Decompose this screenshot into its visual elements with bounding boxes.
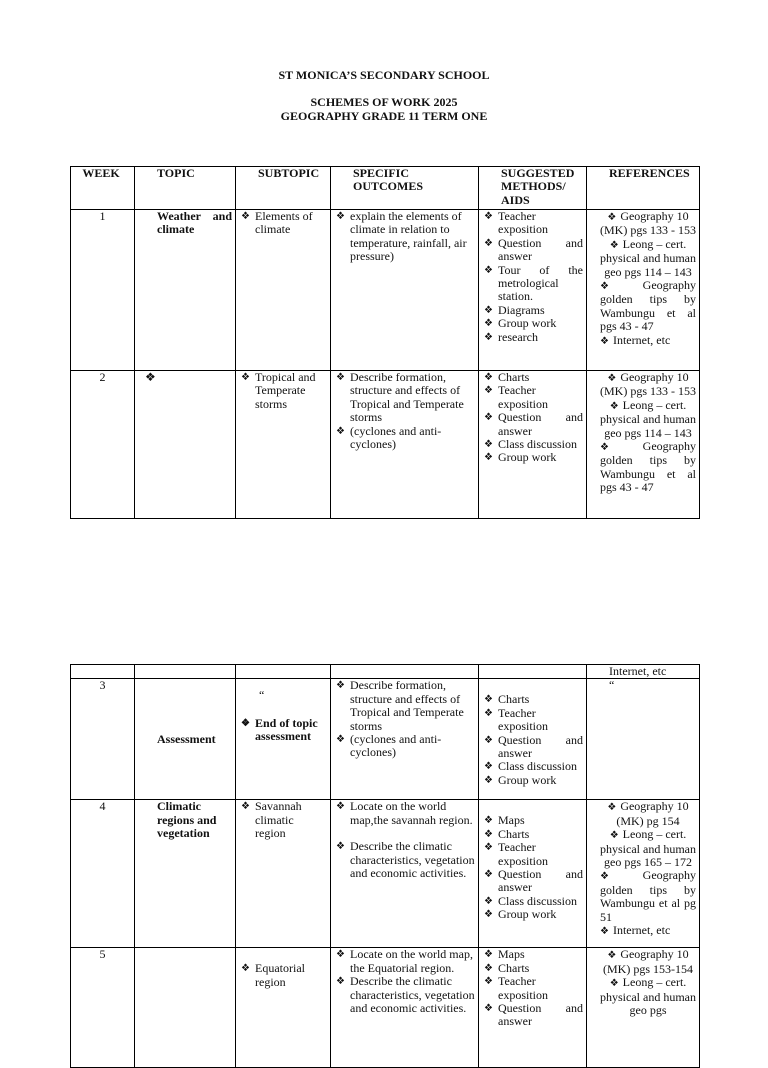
list-item: ❖ Leong – cert. physical and human geo pgs 165 – 172 (590, 828, 696, 869)
subtopic-cell (236, 800, 331, 948)
list-item: ❖ Group work (482, 451, 583, 464)
col-topic: TOPIC (135, 167, 236, 210)
list-item: ❖ Teacher exposition (482, 384, 583, 411)
list-item: ❖ Locate on the world map, the Equatorial region. (334, 948, 475, 975)
list-item: ❖ Charts (482, 828, 583, 841)
list-item: ❖ Teacher exposition (482, 210, 583, 237)
list-item: ❖ Internet, etc (590, 924, 696, 938)
references-cell (587, 948, 700, 1068)
list-item: ❖ Teacher exposition (482, 975, 583, 1002)
col-week: WEEK (71, 167, 135, 210)
subtopic-cell (236, 371, 331, 519)
list-item: ❖ Internet, etc (590, 334, 696, 348)
table-row (71, 948, 700, 1068)
list-item: ❖ Savannah climatic region (239, 800, 327, 840)
list-item: ❖ Group work (482, 774, 583, 787)
list-item: ❖ Leong – cert. physical and human geo pgs 114 – 143 (590, 399, 696, 440)
list-item: ❖ Describe the climatic characteristics, vegetation and economic activities. (334, 840, 475, 880)
list-item: ❖ End of topic assessment (239, 717, 327, 744)
list-item: ❖ Describe formation, structure and effects of Tropical and Temperate storms (334, 679, 475, 733)
list-item: ❖ Group work (482, 317, 583, 330)
scheme-table-2 (70, 664, 700, 1068)
list-item: ❖ Tour of the metrological station. (482, 264, 583, 304)
list-item: ❖ Geography 10 (MK) pgs 133 - 153 (590, 371, 696, 399)
list-item: ❖ (cyclones and anti-cyclones) (334, 733, 475, 760)
list-item: ❖ Describe formation, structure and effects of Tropical and Temperate storms (334, 371, 475, 425)
list-item: ❖ Class discussion (482, 438, 583, 451)
table-row (71, 679, 700, 800)
subtopic-cell (236, 679, 331, 800)
list-item: ❖ Geography golden tips by Wambungu et al pg 51 (590, 869, 696, 924)
outcomes-cell (331, 948, 479, 1068)
references-tail: Internet, etc (587, 665, 700, 679)
outcomes-cell (331, 800, 479, 948)
list-item: ❖ Question and answer (482, 237, 583, 264)
list-item: ❖ Question and answer (482, 868, 583, 895)
outcomes-cell (331, 679, 479, 800)
list-item: ❖ Maps (482, 948, 583, 961)
list-item: ❖ Geography golden tips by Wambungu et al pgs 43 - 47 (590, 279, 696, 334)
list-item: ❖ Teacher exposition (482, 707, 583, 734)
references-cell (587, 800, 700, 948)
methods-cell (479, 800, 587, 948)
outcomes-cell (331, 371, 479, 519)
list-item: ❖ Geography 10 (MK) pgs 133 - 153 (590, 210, 696, 238)
document-subtitle: GEOGRAPHY GRADE 11 TERM ONE (280, 109, 488, 123)
ditto-mark: “ (587, 679, 700, 800)
document-title: SCHEMES OF WORK 2025 (310, 95, 458, 109)
methods-cell (479, 210, 587, 371)
week-cell: 4 (71, 800, 135, 948)
topic-cell (135, 948, 236, 1068)
week-cell: 3 (71, 679, 135, 800)
topic-cell: Climatic regions and vegetation (135, 800, 236, 948)
subtopic-cell (236, 948, 331, 1068)
methods-cell (479, 679, 587, 800)
list-item: ❖ Leong – cert. physical and human geo pgs (590, 976, 696, 1017)
list-item: ❖ Question and answer (482, 734, 583, 761)
list-item: ❖ Question and answer (482, 1002, 583, 1029)
list-item: ❖ Locate on the world map,the savannah region. (334, 800, 475, 827)
scheme-table-1 (70, 166, 700, 519)
list-item: ❖ explain the elements of climate in relation to temperature, rainfall, air pressure) (334, 210, 475, 264)
list-item: ❖ Leong – cert. physical and human geo pgs 114 – 143 (590, 238, 696, 279)
table-row (71, 800, 700, 948)
subtopic-cell (236, 210, 331, 371)
week-cell: 5 (71, 948, 135, 1068)
list-item: ❖ Class discussion (482, 760, 583, 773)
table-row (71, 371, 700, 519)
col-outcomes: SPECIFIC OUTCOMES (331, 167, 479, 210)
list-item: ❖ Group work (482, 908, 583, 921)
list-item: ❖ Geography 10 (MK) pg 154 (590, 800, 696, 828)
list-item: ❖ Class discussion (482, 895, 583, 908)
list-item: ❖ Equatorial region (239, 962, 327, 989)
outcomes-cell (331, 210, 479, 371)
list-item: ❖ Maps (482, 814, 583, 827)
list-item: ❖ Geography golden tips by Wambungu et al pgs 43 - 47 (590, 440, 696, 495)
topic-cell: Weather and climate (135, 210, 236, 371)
week-cell: 1 (71, 210, 135, 371)
topic-cell: Assessment (135, 679, 236, 800)
list-item: ❖ Geography 10 (MK) pgs 153-154 (590, 948, 696, 976)
list-item: ❖ Describe the climatic characteristics, vegetation and economic activities. (334, 975, 475, 1015)
week-cell: 2 (71, 371, 135, 519)
references-cell (587, 210, 700, 371)
references-cell (587, 371, 700, 519)
methods-cell (479, 371, 587, 519)
col-methods: SUGGESTED METHODS/ AIDS (479, 167, 587, 210)
topic-bullet: ❖ (135, 371, 236, 519)
school-name: ST MONICA’S SECONDARY SCHOOL (278, 68, 490, 82)
list-item: ❖ research (482, 331, 583, 344)
col-subtopic: SUBTOPIC (236, 167, 331, 210)
list-item: ❖ Charts (482, 962, 583, 975)
table-row (71, 665, 700, 679)
col-references: REFERENCES (587, 167, 700, 210)
ditto-mark: “ (259, 688, 265, 703)
list-item: ❖ Tropical and Temperate storms (239, 371, 327, 411)
list-item: ❖ Teacher exposition (482, 841, 583, 868)
table-header-row (71, 167, 700, 210)
list-item: ❖ Question and answer (482, 411, 583, 438)
list-item: ❖ Elements of climate (239, 210, 327, 237)
list-item: ❖ Charts (482, 693, 583, 706)
table-row (71, 210, 700, 371)
list-item: ❖ Charts (482, 371, 583, 384)
list-item: ❖ (cyclones and anti-cyclones) (334, 425, 475, 452)
list-item: ❖ Diagrams (482, 304, 583, 317)
methods-cell (479, 948, 587, 1068)
